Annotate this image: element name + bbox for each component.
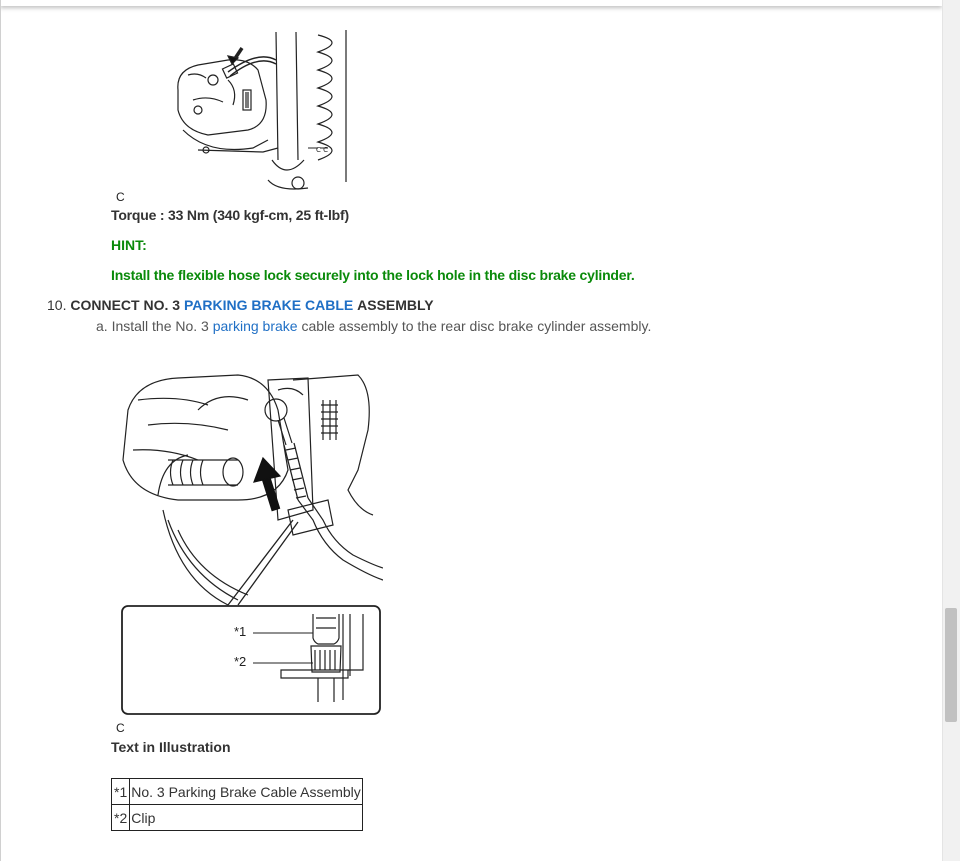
illustration-brake-hose (168, 30, 353, 190)
legend-key: *1 (112, 779, 130, 805)
parking-brake-link[interactable]: parking brake (212, 318, 298, 334)
callout-1: *1 (234, 624, 247, 639)
illustration-legend-table (111, 778, 363, 831)
step-prefix: CONNECT NO. 3 (70, 297, 181, 313)
substep-a (96, 318, 651, 334)
hint-title: HINT: (111, 237, 147, 253)
step-number: 10. (47, 297, 67, 313)
illustration-parking-brake-cable (118, 370, 383, 720)
top-bar (0, 0, 942, 6)
table-row (112, 805, 363, 831)
figure-code: C (116, 721, 125, 735)
step-10-heading (47, 297, 434, 313)
svg-text:C C: C C (316, 146, 329, 154)
legend-key: *2 (112, 805, 130, 831)
text-in-illustration-heading: Text in Illustration (111, 739, 231, 755)
substep-prefix: a. Install the No. 3 (96, 318, 209, 334)
torque-spec: Torque : 33 Nm (340 kgf-cm, 25 ft-lbf) (111, 207, 349, 223)
substep-suffix: cable assembly to the rear disc brake cylinder assembly. (301, 318, 652, 334)
table-row (112, 779, 363, 805)
legend-label: No. 3 Parking Brake Cable Assembly (130, 779, 363, 805)
step-suffix: ASSEMBLY (357, 297, 434, 313)
figure-code: C (116, 190, 125, 204)
callout-2: *2 (234, 654, 247, 669)
legend-label: Clip (130, 805, 363, 831)
vertical-scrollbar[interactable] (942, 0, 960, 861)
parking-brake-cable-link[interactable]: PARKING BRAKE CABLE (183, 297, 354, 313)
left-border (0, 0, 1, 861)
hint-text: Install the flexible hose lock securely into the lock hole in the disc brake cylinder. (111, 267, 635, 283)
scrollbar-thumb[interactable] (945, 608, 957, 722)
